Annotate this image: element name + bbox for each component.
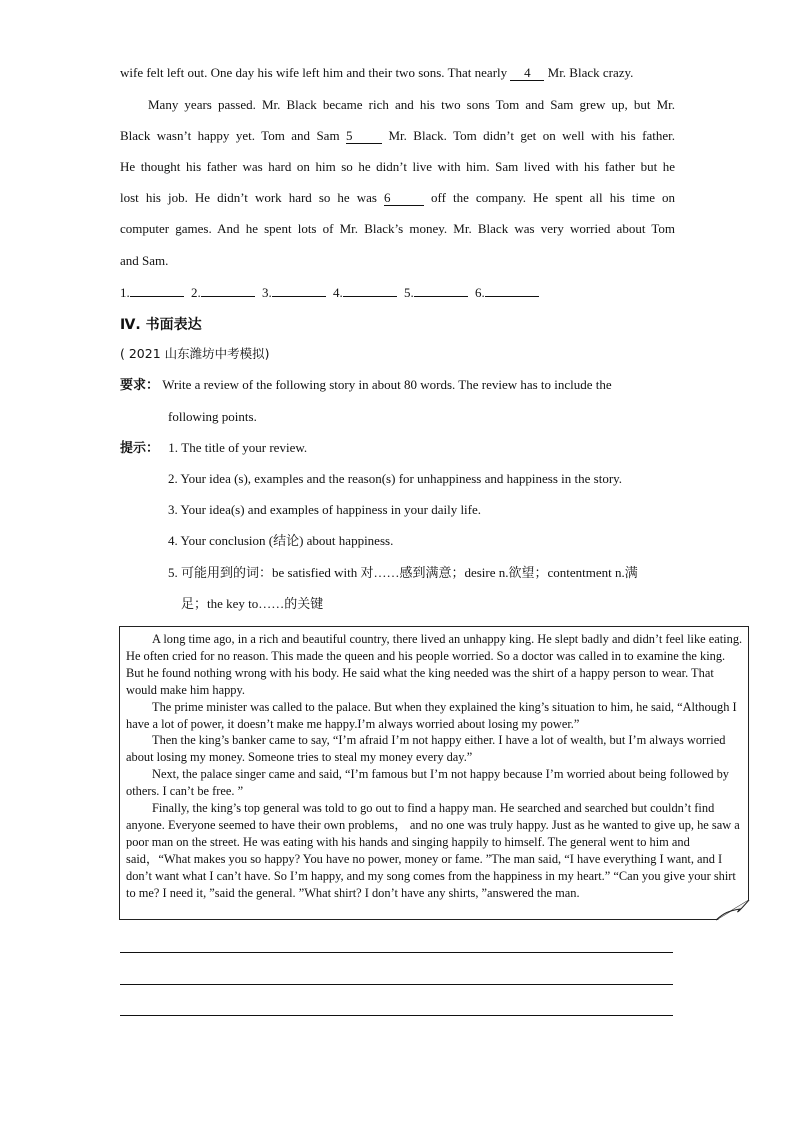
answer-label: 1. (120, 285, 130, 300)
answer-label: 6. (475, 285, 485, 300)
blank-6: 6 (384, 190, 424, 206)
story-text (126, 631, 746, 902)
requirement-line-2: following points. (168, 409, 257, 424)
hint-item: 5. 可能用到的词：be satisfied with 对……感到满意；desire n.欲望；contentment n.满 (168, 565, 638, 580)
answer-field[interactable] (201, 284, 255, 297)
answer-blanks (120, 284, 675, 302)
passage-line-5 (120, 189, 675, 207)
answer-label: 2. (191, 285, 201, 300)
passage-text: off the company. He spent all his time on (431, 190, 676, 205)
passage-line-7: and Sam. (120, 253, 169, 268)
requirement-text: Write a review of the following story in about 80 words. The review has to include the (162, 377, 612, 392)
answer-label: 4. (333, 285, 343, 300)
passage-line-6: computer games. And he spent lots of Mr. Black’s money. Mr. Black was very worried about Tom (120, 221, 675, 236)
answer-field[interactable] (414, 284, 468, 297)
answer-label: 3. (262, 285, 272, 300)
passage-text: Black wasn’t happy yet. Tom and Sam (120, 128, 340, 143)
hint-item: 足；the key to……的关键 (181, 596, 324, 611)
passage-text: wife felt left out. One day his wife left him and their two sons. That nearly (120, 65, 508, 80)
story-paragraph: Finally, the king’s top general was told to go out to find a happy man. He searched and searched but couldn’t find anyone. Everyone seemed to have their own problems， and no one was truly happy. Just as he wanted to give up, he saw a poor man on the street. He was eating with his hands and singing happily to himself. The general went to him and said，“What makes you so happy? You have no power, money or fame. ”The man said, “I have everything I want, and I don’t want what I can’t have. So I’m happy, and my song comes from the happiness in my heart.” “Can you give your shirt to me? I need it, ”said the general. ”What shirt? I don’t have any shirts, ”answered the man. (126, 801, 740, 900)
writing-line[interactable] (120, 1015, 673, 1016)
answer-field[interactable] (130, 284, 184, 297)
passage-line-1 (120, 64, 675, 82)
hint-item: 2. Your idea (s), examples and the reason(s) for unhappiness and happiness in the story. (168, 471, 623, 486)
writing-line[interactable] (120, 952, 673, 953)
hint-item: 3. Your idea(s) and examples of happiness in your daily life. (168, 502, 482, 517)
hint-row-1 (120, 439, 307, 458)
answer-field[interactable] (272, 284, 326, 297)
passage-line-2: Many years passed. Mr. Black became rich and his two sons Tom and Sam grew up, but Mr. (148, 97, 675, 112)
passage-text: Mr. Black crazy. (547, 65, 634, 80)
blank-4: 4 (510, 65, 544, 81)
story-paragraph: A long time ago, in a rich and beautiful country, there lived an unhappy king. He slept badly and didn’t feel like eating. He often cried for no reason. This made the queen and his people worried. So a doctor was called in to examine the king. But he found nothing wrong with his body. He said what the king needed was the shirt of a happy person to wear. That would make him happy. (126, 632, 743, 697)
passage-line-3 (120, 127, 675, 145)
story-paragraph: Next, the palace singer came and said, “I’m famous but I’m not happy because I’m worried about being followed by others. I can’t be free. ” (126, 767, 730, 799)
requirement-label: 要求： (120, 378, 160, 393)
story-paragraph: The prime minister was called to the palace. But when they explained the king’s situation to him, he said, “Although I have a lot of power, it doesn’t make me happy.I’m always worried about losing my power.” (126, 699, 737, 731)
hint-item: 4. Your conclusion (结论) about happiness. (168, 533, 394, 548)
passage-text: Mr. Black. Tom didn’t get on well with his father. (388, 128, 675, 143)
answer-field[interactable] (485, 284, 539, 297)
answer-label: 5. (404, 285, 414, 300)
passage-line-4: He thought his father was hard on him so he didn’t live with him. Sam lived with his father but he (120, 159, 675, 174)
hint-label: 提示： (120, 441, 160, 456)
passage-text: lost his job. He didn’t work hard so he was (120, 190, 377, 205)
requirement-line-1 (120, 376, 675, 395)
page-curl-icon (716, 899, 750, 921)
writing-line[interactable] (120, 984, 673, 985)
hint-item: 1. The title of your review. (168, 440, 308, 455)
answer-field[interactable] (343, 284, 397, 297)
section-source: ( 2021 山东潍坊中考模拟) (120, 346, 270, 361)
blank-5: 5 (346, 128, 382, 144)
section-title: Ⅳ. 书面表达 (120, 317, 202, 333)
story-paragraph: Then the king’s banker came to say, “I’m afraid I’m not happy either. I have a lot of wealth, but I’m always worried about losing my money. Someone tries to steal my money every day.” (126, 733, 726, 765)
